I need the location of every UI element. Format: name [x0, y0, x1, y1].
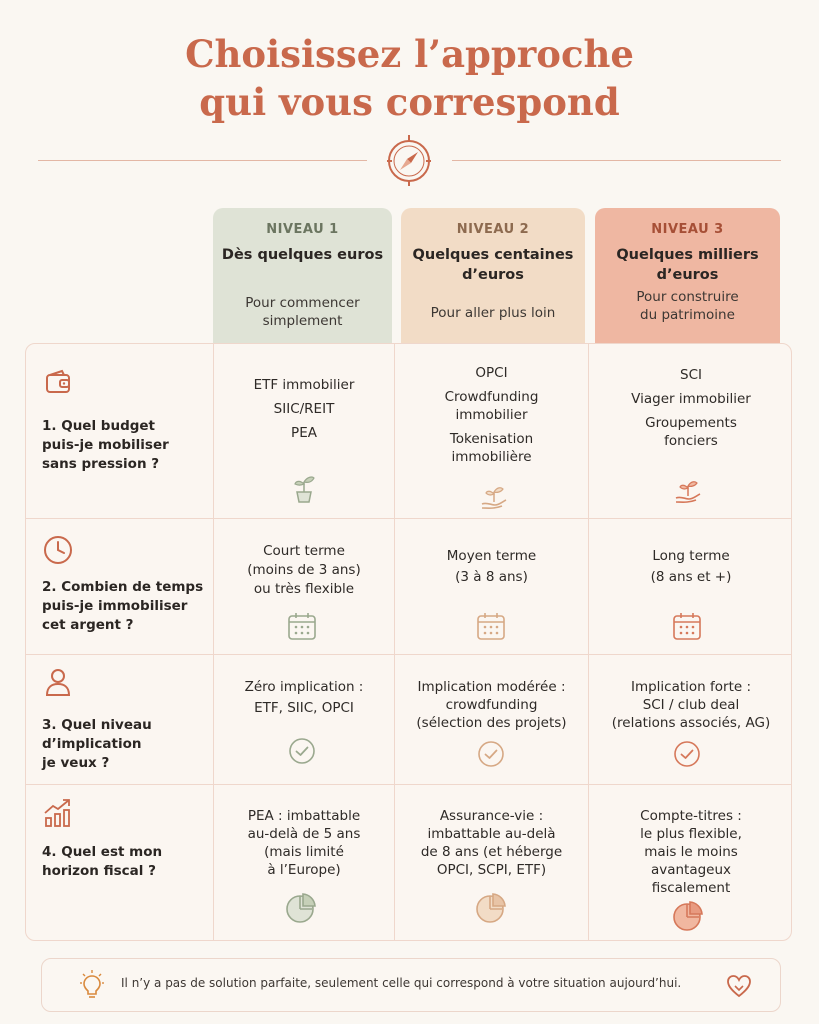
divider-right	[452, 160, 781, 161]
cell-r1-c3: SCI Viager immobilier Groupements fonciers	[631, 367, 751, 449]
pie-chart-icon	[285, 892, 317, 924]
check-circle-icon	[288, 737, 316, 765]
cell-r3-c3: Implication forte : SCI / club deal (relations associés, AG)	[611, 679, 771, 731]
person-icon	[42, 666, 74, 698]
lightbulb-icon	[78, 970, 106, 1000]
question-1: 1. Quel budget puis-je mobiliser sans pression ?	[42, 366, 212, 474]
cell-r1-c2: OPCI Crowdfunding immobilier Tokenisation immobilière	[444, 365, 539, 465]
heart-icon	[726, 973, 752, 999]
cell-r2-c2: Moyen terme (3 à 8 ans)	[446, 548, 537, 585]
level-2-amount: Quelques centaines d’euros	[412, 247, 574, 283]
level-1-header	[213, 208, 392, 344]
comparison-table	[25, 343, 792, 941]
clock-icon	[42, 534, 74, 566]
cell-r2-c1: Court terme (moins de 3 ans) ou très flexible	[247, 543, 361, 597]
check-circle-icon	[673, 740, 701, 768]
question-2: 2. Combien de temps puis-je immobiliser cet argent ?	[42, 534, 212, 635]
growth-chart-icon	[42, 796, 74, 828]
level-3-header	[595, 208, 780, 344]
row-divider	[26, 518, 791, 519]
level-3-tag: NIVEAU 3	[651, 222, 724, 237]
level-1-tag: NIVEAU 1	[266, 222, 339, 237]
cell-r1-c1: ETF immobilier SIIC/REIT PEA	[253, 377, 355, 441]
level-2-tag: NIVEAU 2	[456, 222, 530, 237]
level-3-amount: Quelques milliers d’euros	[616, 247, 759, 283]
calendar-icon	[475, 610, 507, 642]
pie-chart-icon	[672, 900, 704, 932]
hand-sprout-icon	[672, 474, 704, 506]
hand-sprout-icon	[478, 480, 510, 512]
calendar-icon	[286, 610, 318, 642]
potted-plant-icon	[288, 472, 320, 504]
cell-r3-c1: Zéro implication : ETF, SIIC, OPCI	[244, 679, 364, 716]
cell-r2-c3: Long terme (8 ans et +)	[650, 548, 732, 585]
level-2-subtitle: Pour aller plus loin	[430, 305, 556, 321]
page-title: Choisissez l’approche qui vous correspond	[185, 32, 634, 124]
level-3-subtitle: Pour construire du patrimoine	[636, 289, 739, 323]
question-3: 3. Quel niveau d’implication je veux ?	[42, 666, 212, 773]
cell-r4-c1: PEA : imbattable au-delà de 5 ans (mais limité à l’Europe)	[247, 808, 361, 878]
calendar-icon	[671, 610, 703, 642]
cell-r3-c2: Implication modérée : crowdfunding (sélection des projets)	[416, 679, 567, 731]
level-1-subtitle: Pour commencer simplement	[245, 295, 360, 329]
row-divider	[26, 784, 791, 785]
divider-left	[38, 160, 367, 161]
level-2-header	[401, 208, 585, 344]
check-circle-icon	[477, 740, 505, 768]
cell-r4-c3: Compte-titres : le plus flexible, mais le moins avantageux fiscalement	[640, 808, 742, 896]
footer-note	[41, 958, 781, 1012]
row-divider	[26, 654, 791, 655]
footer-text: Il n’y a pas de solution parfaite, seulement celle qui correspond à votre situation aujourd’hui.	[121, 976, 682, 990]
wallet-icon	[42, 366, 74, 398]
pie-chart-icon	[475, 892, 507, 924]
compass-icon	[383, 133, 435, 187]
cell-r4-c2: Assurance-vie : imbattable au-delà de 8 ans (et héberge OPCI, SCPI, ETF)	[420, 808, 563, 878]
question-4: 4. Quel est mon horizon fiscal ?	[42, 796, 212, 881]
level-1-amount: Dès quelques euros	[221, 247, 384, 263]
